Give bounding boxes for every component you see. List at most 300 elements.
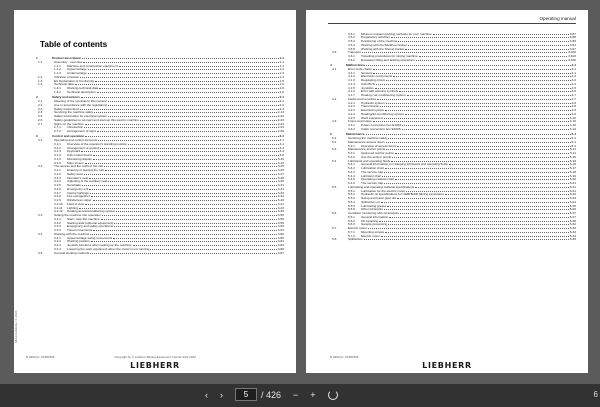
toc-entry-number: 3.5.1 xyxy=(348,32,355,36)
toc-leader-dots xyxy=(382,174,568,177)
toc-entry-label: Swing and travel gear oils xyxy=(361,197,397,201)
toc-entry-page: 3-55 xyxy=(277,216,284,221)
toc-leader-dots xyxy=(366,64,570,67)
toc-leader-dots xyxy=(384,181,569,184)
toc-entry-page: 3-89 xyxy=(569,39,576,44)
toc-entry-label: Cab control board xyxy=(67,154,92,158)
toc-entry-label: Setting the machine into operation xyxy=(54,214,101,218)
toc-entry-label: Heating and airconditioning system xyxy=(67,210,116,214)
toolbar-edge-text: 6 xyxy=(593,390,598,399)
toc-entry-page: 4-8 xyxy=(571,104,576,109)
toc-entry-label: Excavator lifting and lashing operations xyxy=(361,58,415,62)
toc-entry-number: 4.1.6 xyxy=(348,90,355,94)
toc-entry-label: Maintenance anchor points xyxy=(348,148,386,152)
toc-entry[interactable] xyxy=(330,127,576,131)
toc-entry-page: 5-33 xyxy=(569,226,576,231)
toc-leader-dots xyxy=(407,94,571,97)
toc-entry-number: 2.3 xyxy=(38,107,43,111)
toc-entry-label: Power connection box E1003 xyxy=(361,124,402,128)
toc-entry-number: 5.2.1 xyxy=(348,144,355,148)
toc-leader-dots xyxy=(408,43,569,46)
toc-entry-page: 1-6 xyxy=(279,82,284,87)
header-divider xyxy=(328,23,576,24)
toc-entry[interactable] xyxy=(36,251,284,255)
toc-entry-number: 5.6.1 xyxy=(348,215,355,219)
toc-entry-number: 3.2.8 xyxy=(54,195,61,199)
toc-entry-label: Emergency and safety operations xyxy=(67,225,114,229)
toc-entry-page: 4-10 xyxy=(569,115,576,120)
toc-entry-label: Emergency exit xyxy=(67,187,89,191)
toc-leader-dots xyxy=(366,133,571,136)
toc-entry-number: 2 xyxy=(36,96,38,100)
toc-leader-dots xyxy=(101,217,277,220)
toc-entry-page: 3-41 xyxy=(277,201,284,206)
toc-leader-dots xyxy=(388,223,568,226)
toc-entry-label: Keyboard xyxy=(67,150,81,154)
toc-entry-number: 4.2.2 xyxy=(348,105,355,109)
toc-leader-dots xyxy=(97,129,276,132)
toc-entry-page: 5-1 xyxy=(571,132,576,137)
toc-leader-dots xyxy=(98,139,278,142)
toc-leader-dots xyxy=(433,32,569,35)
toc-entry-number: 3.4.3 xyxy=(54,244,61,248)
toc-leader-dots xyxy=(90,191,277,194)
toc-leader-dots xyxy=(419,55,567,58)
toc-entry-page: 4-4 xyxy=(571,74,576,79)
toc-entry-label: Splitterbox xyxy=(348,238,363,242)
toc-entry-label: CAN BUS xyxy=(361,82,375,86)
toc-entry-label: Overview of the operator's standing position xyxy=(67,142,128,146)
toc-leader-dots xyxy=(93,157,277,160)
toc-entry-number: 3.4.1 xyxy=(54,236,61,240)
toc-leader-dots xyxy=(81,150,278,153)
toc-entry-label: Cabin connection box E1005 xyxy=(361,127,401,131)
minus-icon[interactable]: − xyxy=(293,389,299,400)
toc-entry-number: 3.2.9 xyxy=(54,199,61,203)
toc-entry-label: Hydraulic oil specifications for LIEBHERR Mining excavators xyxy=(361,193,444,197)
toc-leader-dots xyxy=(83,60,278,63)
toc-entry-page: 2-14 xyxy=(277,110,284,115)
toc-entry-page: 5-21 xyxy=(569,188,576,193)
toc-entry-page: 4-7 xyxy=(571,96,576,101)
toc-entry-page: 5-28 xyxy=(569,218,576,223)
toc-entry-label: Arrangement of signs xyxy=(67,130,97,134)
toc-leader-dots xyxy=(385,166,569,169)
toc-entry-label: Lighting xyxy=(67,206,78,210)
toc-entry-label: Technical data xyxy=(54,83,74,87)
toc-leader-dots xyxy=(379,219,569,222)
toc-entry-number: 5.3.2 xyxy=(348,155,355,159)
toc-entry-label: Servicing the machine safely xyxy=(54,111,94,115)
toc-leader-dots xyxy=(133,244,277,247)
toc-entry-number: 5.4.4 xyxy=(348,174,355,178)
toc-entry-number: 3.5.5 xyxy=(348,47,355,51)
toc-entry-page: 2-22 xyxy=(277,114,284,119)
toc-entry-label: Error with warning symbols xyxy=(361,90,399,94)
footer-code: R 9350 E / 10360369 xyxy=(26,355,55,359)
toc-title: Table of contents xyxy=(40,40,108,49)
toc-entry-number: 5.4.3 xyxy=(348,170,355,174)
toc-entry-page: 3-3 xyxy=(279,145,284,150)
toc-leader-dots xyxy=(384,170,569,173)
toc-leader-dots xyxy=(90,251,277,254)
toc-entry-page: 5-23 xyxy=(569,196,576,201)
toc-leader-dots xyxy=(399,90,570,93)
toc-leader-dots xyxy=(108,180,277,183)
toc-leader-dots xyxy=(88,68,279,71)
toc-entry-number: 5.1 xyxy=(332,137,337,141)
document-page-right xyxy=(306,10,588,373)
toc-entry-number: 5.3.1 xyxy=(348,152,355,156)
toc-entry-page: 3-59 xyxy=(277,220,284,225)
toc-leader-dots xyxy=(89,176,277,179)
toc-entry-number: 3.2.10 xyxy=(54,202,63,206)
toc-leader-dots xyxy=(392,155,569,158)
toc-entry-number: 3.6 xyxy=(332,51,337,55)
toc-entry-number: 3.5.4 xyxy=(348,43,355,47)
toc-entry-number: 5.4 xyxy=(332,159,337,163)
toc-entry-page: 5-21 xyxy=(569,184,576,189)
toc-entry-number: 5.3 xyxy=(332,148,337,152)
toc-entry-label: Electrical system xyxy=(361,109,385,113)
toc-leader-dots xyxy=(364,238,569,241)
viewer-toolbar xyxy=(0,384,600,407)
toc-leader-dots xyxy=(82,57,278,60)
toc-entry-label: Maintenance xyxy=(346,133,365,137)
toc-entry-label: General information on changing lubricants and operating fluids xyxy=(361,163,448,167)
toc-entry-number: 5.6.2 xyxy=(348,219,355,223)
toc-entry-number: 4.3.1 xyxy=(348,124,355,128)
toc-entry-page: 3-55 xyxy=(277,213,284,218)
document-page-left xyxy=(14,10,296,373)
toc-entry-number: 5.5 xyxy=(332,185,337,189)
toc-entry-label: The service trap xyxy=(361,182,384,186)
toc-entry-number: 5.5.3 xyxy=(348,197,355,201)
toc-entry-number: 1.1 xyxy=(38,60,43,64)
toc-entry-number: 3.5.3 xyxy=(348,40,355,44)
toc-entry-number: 2.5 xyxy=(38,115,43,119)
page-number-input[interactable]: 5 xyxy=(235,388,257,401)
toc-entry-number: 3.2.12 xyxy=(54,210,63,214)
toc-entry-number: 1.4.1 xyxy=(54,87,61,91)
toc-entry-label: EC Declaration of Conformity xyxy=(54,79,95,83)
toc-entry-page: 5-16 xyxy=(569,158,576,163)
toc-leader-dots xyxy=(397,144,570,147)
toc-leader-dots xyxy=(380,105,570,108)
toc-entry-label: Hydraulic system xyxy=(361,101,385,105)
toc-entry-page: 3-81 xyxy=(277,239,284,244)
toc-entry-label: Windscreen wiper xyxy=(67,199,92,203)
toc-entry-label: Joystick functions when setting up the machine xyxy=(67,244,132,248)
toc-entry-label: Error code charts xyxy=(348,67,372,71)
chevron-right-icon[interactable]: › xyxy=(220,389,223,400)
toc-leader-dots xyxy=(373,71,570,74)
toc-list-left xyxy=(36,55,284,255)
toc-entry-label: Arrangement of joystick xyxy=(67,146,100,150)
toc-entry-number: 4.3 xyxy=(332,120,337,124)
toc-entry-page: 3-45 xyxy=(277,209,284,214)
toc-entry-page: 3-86 xyxy=(277,246,284,251)
toc-entry-label: Assembly - overview xyxy=(54,60,83,64)
toc-entry-page: 5-32 xyxy=(569,222,576,227)
toc-leader-dots xyxy=(397,196,568,199)
toc-entry-number: 5.6.3 xyxy=(348,223,355,227)
toc-entry-label: Operating and control elements xyxy=(54,139,98,143)
toc-entry-page: 4-1 xyxy=(571,66,576,71)
toc-entry-label: Lubrication chart xyxy=(361,167,384,171)
toc-entry-label: Lubricants and operating fluids xyxy=(348,159,391,163)
toc-entry-label: Working technical data xyxy=(67,87,99,91)
toc-entry-page: 4-4 xyxy=(571,81,576,86)
toc-entry-label: Splitterbox oil xyxy=(361,200,380,204)
toc-entry-label: Approved anchor points xyxy=(361,152,394,156)
toc-entry-page: 3-87 xyxy=(569,31,576,36)
page-header: Operating manual xyxy=(539,16,576,21)
toc-leader-dots xyxy=(95,79,278,82)
toc-leader-dots xyxy=(108,99,279,102)
toc-entry-label: Preparatory activities xyxy=(361,36,390,40)
toc-entry-label: Sensors xyxy=(361,71,373,75)
toc-entry-label: Signs on the machine xyxy=(54,122,84,126)
toc-entry-page: 3-87 xyxy=(277,250,284,255)
toc-entry-number: 3.3 xyxy=(38,214,43,218)
toc-entry-page: 4-10 xyxy=(569,123,576,128)
toc-entry-page: 3-25 xyxy=(277,168,284,173)
toc-entry-number: 5.5.1 xyxy=(348,189,355,193)
toc-entry-page: 2-3 xyxy=(279,106,284,111)
toc-entry-page: 1-3 xyxy=(279,71,284,76)
toc-entry-label: Regulating circuit xyxy=(361,79,385,83)
toc-entry-label: Lubricating and operating material specifications xyxy=(348,185,415,189)
toc-leader-dots xyxy=(393,75,570,78)
toc-leader-dots xyxy=(381,200,569,203)
toc-entry-page: 3-100 xyxy=(568,50,576,55)
toc-entry-label: Transport xyxy=(348,51,362,55)
toc-entry-number: 5.7.1 xyxy=(348,230,355,234)
toc-entry-number: 3.1.4 xyxy=(54,154,61,158)
toc-entry-number: 3.3.3 xyxy=(54,225,61,229)
toc-entry-number: 1.3 xyxy=(38,79,43,83)
toc-entry-number: 4.2 xyxy=(332,97,337,101)
toc-entry-number: 3.2.1 xyxy=(54,169,61,173)
toc-entry-label: Lubrication for the electric motor xyxy=(361,189,406,193)
toc-entry-label: Heating / air conditioning system xyxy=(361,94,406,98)
toc-leader-dots xyxy=(85,161,277,164)
toc-leader-dots xyxy=(88,72,279,75)
toc-leader-dots xyxy=(108,114,277,117)
toc-entry-number: 5.4.5 xyxy=(348,178,355,182)
toc-entry-number: 3.3.4 xyxy=(54,229,61,233)
toc-entry-number: 4.2.3 xyxy=(348,109,355,113)
toc-entry-page: 5-19 xyxy=(569,173,576,178)
toc-leader-dots xyxy=(105,169,277,172)
toc-entry-label: Travelling procedures for mining machine xyxy=(361,55,418,59)
toc-entry-label: Entering or leaving the cab xyxy=(67,169,104,173)
toc-entry-label: Electric motor xyxy=(361,234,380,238)
toc-entry-page: 3-31 xyxy=(277,183,284,188)
chevron-left-icon[interactable]: ‹ xyxy=(205,389,208,400)
toc-entry-page: 2-24 xyxy=(277,121,284,126)
toc-entry[interactable] xyxy=(36,90,284,94)
toc-leader-dots xyxy=(377,97,570,100)
toc-entry-number: 3.2.11 xyxy=(54,206,63,210)
toc-entry-page: 3-63 xyxy=(277,228,284,233)
toc-leader-dots xyxy=(85,135,278,138)
toc-entry-page: 3-100 xyxy=(568,54,576,59)
toc-entry-number: 3.2.6 xyxy=(54,187,61,191)
toc-entry-page: 3-84 xyxy=(277,243,284,248)
toc-entry-label: Fuses and relays xyxy=(348,120,372,124)
toc-entry-number: 3.1.2 xyxy=(54,146,61,150)
toc-entry-label: The access and the outfit of the cab xyxy=(54,165,104,169)
footer-code: R 9350 E / 10360369 xyxy=(330,355,359,359)
toc-entry-label: Main screen xyxy=(67,161,84,165)
toc-leader-dots xyxy=(445,193,569,196)
toc-entry-label: Maintenance access doors xyxy=(348,140,385,144)
toc-entry-label: Mounting screws xyxy=(361,230,385,234)
toc-entry-label: Start / stop the machine xyxy=(67,217,100,221)
toc-entry-page: 2-24 xyxy=(277,125,284,130)
toc-leader-dots xyxy=(97,90,279,93)
toc-entry-label: Safety lever xyxy=(67,172,84,176)
toc-entry-number: 5.5.5 xyxy=(348,204,355,208)
toc-entry-page: 2-1 xyxy=(279,99,284,104)
toc-entry-label: Control and operation xyxy=(52,135,85,139)
toc-entry-number: 1 xyxy=(36,57,38,61)
toc-entry-number: 5.7.2 xyxy=(348,234,355,238)
toc-entry-page: 3-80 xyxy=(277,235,284,240)
toc-entry-label: Adjusting of the auxiliary seat xyxy=(67,180,108,184)
toc-entry-page: 1-1 xyxy=(279,59,284,64)
toc-entry-label: Faults and remedies xyxy=(348,97,377,101)
toc-entry-page: 3-1 xyxy=(279,141,284,146)
toc-leader-dots xyxy=(93,229,276,232)
toc-entry-label: Safety information for electrical system xyxy=(54,115,108,119)
toc-leader-dots xyxy=(85,122,277,125)
toc-entry-number: 2.7 xyxy=(38,122,43,126)
toc-entry-page: 3-28 xyxy=(277,175,284,180)
toc-entry-number: 5.8 xyxy=(332,238,337,242)
toc-leader-dots xyxy=(102,214,277,217)
toc-entry[interactable] xyxy=(330,238,576,242)
toc-leader-dots xyxy=(388,136,570,139)
toc-leader-dots xyxy=(373,67,571,70)
toc-leader-dots xyxy=(391,159,569,162)
toc-entry-label: Use the anchor points xyxy=(361,155,392,159)
toc-entry[interactable] xyxy=(36,129,284,133)
toc-entry-label: Operating material chart xyxy=(361,178,395,182)
toc-entry-number: 2.1 xyxy=(38,100,43,104)
toc-entry-page: 4-1 xyxy=(571,70,576,75)
toc-leader-dots xyxy=(113,236,277,239)
toc-entry-page: 3-91 xyxy=(569,42,576,47)
toc-entry-label: Vibration emission xyxy=(54,75,80,79)
toc-entry-page: 5-17 xyxy=(569,166,576,171)
toc-entry-number: 5.4.1 xyxy=(348,163,355,167)
toc-entry-page: 3-80 xyxy=(277,231,284,236)
toc-entry-number: 4.1 xyxy=(332,67,337,71)
toc-leader-dots xyxy=(100,146,278,149)
toc-entry-page: 4-5 xyxy=(571,85,576,90)
toc-entry-number: 3.1.5 xyxy=(54,157,61,161)
toc-entry-label: Uppercarriage xyxy=(67,68,87,72)
toc-leader-dots xyxy=(150,247,277,250)
toc-leader-dots xyxy=(385,230,569,233)
toc-entry-number: 5.5.4 xyxy=(348,200,355,204)
toc-leader-dots xyxy=(376,82,571,85)
toc-entry-number: 2.7.2 xyxy=(54,130,61,134)
toc-leader-dots xyxy=(119,64,279,67)
toc-entry-page: 5-18 xyxy=(569,169,576,174)
toc-leader-dots xyxy=(362,51,567,54)
toc-entry-label: The service trap xyxy=(361,170,384,174)
toc-entry-page: 5-45 xyxy=(569,237,576,242)
toc-leader-dots xyxy=(104,165,277,168)
toc-entry-label: Overview of access doors xyxy=(361,144,397,148)
toc-entry-number: 5.6 xyxy=(332,212,337,216)
toc-entry-page: 2-23 xyxy=(277,117,284,122)
toc-leader-dots xyxy=(93,199,277,202)
liebherr-logo: LIEBHERR xyxy=(130,361,180,370)
toc-leader-dots xyxy=(81,96,279,99)
toc-entry-number: 3.2 xyxy=(38,165,43,169)
toc-entry-label: Meaning of the symbols in this manual xyxy=(54,100,107,104)
toc-entry-number: 3.2.3 xyxy=(54,176,61,180)
toc-entry-page: 5-21 xyxy=(569,181,576,186)
toc-entry-label: Electric motor xyxy=(348,227,367,231)
toc-leader-dots xyxy=(91,240,277,243)
toc-entry-number: 3.1 xyxy=(38,139,43,143)
toc-entry-label: Other lubricants xyxy=(361,208,383,212)
toc-leader-dots xyxy=(386,148,569,151)
toc-leader-dots xyxy=(82,184,277,187)
toc-leader-dots xyxy=(386,79,571,82)
toc-entry-page: 3-1 xyxy=(279,138,284,143)
toc-entry-page: 1-1 xyxy=(279,56,284,61)
toc-leader-dots xyxy=(84,172,276,175)
plus-icon[interactable]: + xyxy=(310,389,316,400)
toc-entry-label: Uppercarriage swing movements xyxy=(67,236,113,240)
toc-list-right xyxy=(330,32,576,241)
toc-entry-label: Oil sampling xyxy=(361,219,379,223)
toc-entry-number: 3.1.3 xyxy=(54,150,61,154)
rotate-icon[interactable] xyxy=(328,390,338,400)
toc-leader-dots xyxy=(99,87,278,90)
toc-entry-page: 5-11 xyxy=(570,147,576,152)
toc-entry-number: 1.1.1 xyxy=(54,64,61,68)
toc-leader-dots xyxy=(402,124,569,127)
toc-entry-page: 1-2 xyxy=(279,67,284,72)
toc-entry-page: 1-5 xyxy=(279,78,284,83)
toc-entry-page: 5-15 xyxy=(569,154,576,159)
toc-entry-label: Technical description xyxy=(67,90,96,94)
toc-leader-dots xyxy=(373,120,569,123)
toc-entry-number: 4.1.7 xyxy=(348,94,355,98)
toc-entry-label: Safety instructions xyxy=(54,107,80,111)
toc-entry-page: 4-14 xyxy=(569,126,576,131)
toc-entry-page: 3-31 xyxy=(277,186,284,191)
toc-leader-dots xyxy=(395,178,569,181)
toc-entry-page: 5-27 xyxy=(569,214,576,219)
toc-entry-label: Joysticks xyxy=(361,86,374,90)
toc-leader-dots xyxy=(85,202,277,205)
toc-entry-label: Working position xyxy=(67,240,90,244)
toc-entry[interactable] xyxy=(330,58,576,62)
toc-entry-label: Positioning of the machine xyxy=(361,40,398,44)
toc-leader-dots xyxy=(368,226,569,229)
toc-entry-page: 5-33 xyxy=(569,229,576,234)
toc-entry-page: 4-7 xyxy=(571,93,576,98)
